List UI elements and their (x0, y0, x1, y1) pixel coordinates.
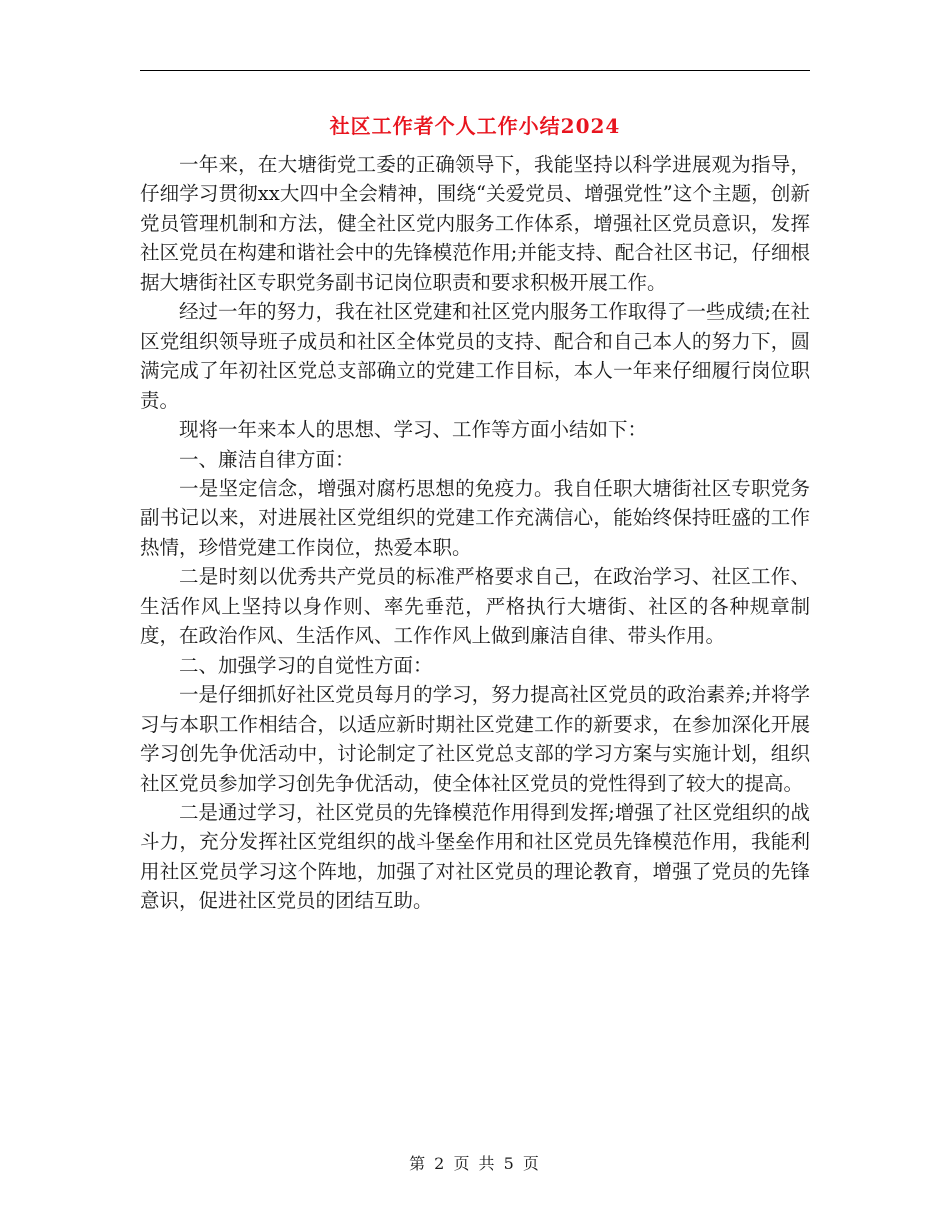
paragraph: 二是通过学习，社区党员的先锋模范作用得到发挥;增强了社区党组织的战斗力，充分发挥社区党组织的战斗堡垒作用和社区党员先锋模范作用，我能利用社区党员学习这个阵地，加强了对社区党员的理论教育，增强了党员的先锋意识，促进社区党员的团结互助。 (140, 800, 810, 913)
paragraph: 经过一年的努力，我在社区党建和社区党内服务工作取得了一些成绩;在社区党组织领导班子成员和社区全体党员的支持、配合和自己本人的努力下，圆满完成了年初社区党总支部确立的党建工作目标，本人一年来仔细履行岗位职责。 (140, 300, 810, 412)
document-title: 社区工作者个人工作小结2024 (329, 114, 621, 138)
paragraph: 一是坚定信念，增强对腐朽思想的免疫力。我自任职大塘街社区专职党务副书记以来，对进展社区党组织的党建工作充满信心，能始终保持旺盛的工作热情，珍惜党建工作岗位，热爱本职。 (140, 476, 810, 559)
section-heading: 一、廉洁自律方面： (179, 447, 355, 471)
document-body (140, 150, 810, 916)
paragraph: 二是时刻以优秀共产党员的标准严格要求自己，在政治学习、社区工作、生活作风上坚持以身作则、率先垂范，严格执行大塘街、社区的各种规章制度，在政治作风、生活作风、工作作风上做到廉洁自律、带头作用。 (140, 565, 810, 648)
header-rule (140, 70, 810, 71)
paragraph: 一是仔细抓好社区党员每月的学习，努力提高社区党员的政治素养;并将学习与本职工作相结合，以适应新时期社区党建工作的新要求，在参加深化开展学习创先争优活动中，讨论制定了社区党总支部的学习方案与实施计划，组织社区党员参加学习创先争优活动，使全体社区党员的党性得到了较大的提高。 (140, 683, 810, 795)
paragraph: 现将一年来本人的思想、学习、工作等方面小结如下： (179, 418, 648, 442)
paragraph: 一年来，在大塘街党工委的正确领导下，我能坚持以科学进展观为指导，仔细学习贯彻xx大四中全会精神，围绕“关爱党员、增强党性”这个主题，创新党员管理机制和方法，健全社区党内服务工作体系，增强社区党员意识，发挥社区党员在构建和谐社会中的先锋模范作用;并能支持、配合社区书记，仔细根据大塘街社区专职党务副书记岗位职责和要求积极开展工作。 (140, 153, 810, 294)
section-heading: 二、加强学习的自觉性方面： (179, 653, 433, 677)
page-footer: 第 2 页 共 5 页 (409, 1154, 541, 1173)
